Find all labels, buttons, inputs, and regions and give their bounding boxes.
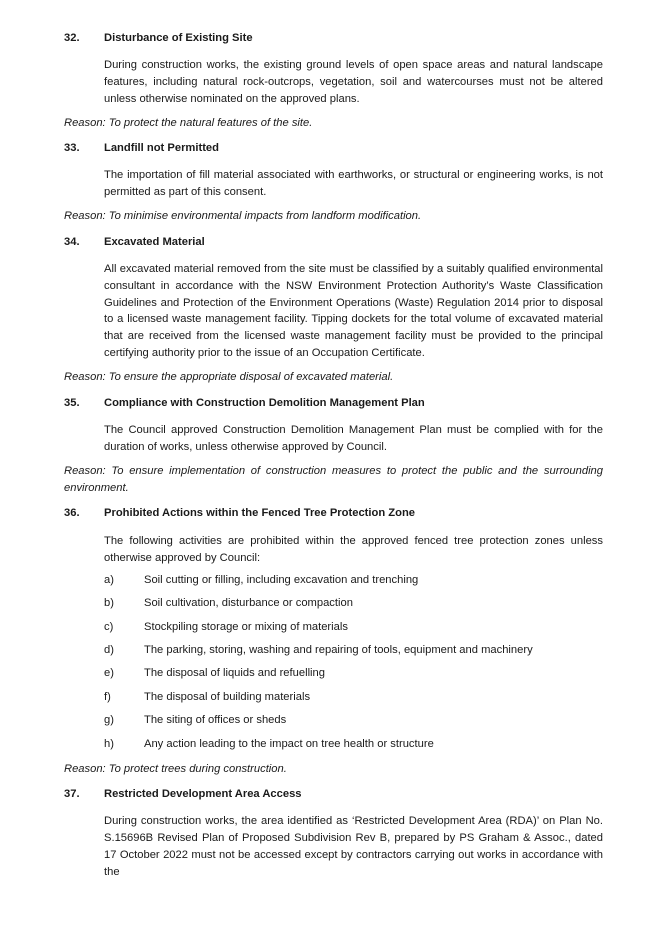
section-body-34: All excavated material removed from the site must be classified by a suitably qualified environmental consultant in accordance with the NSW Environment Protection Authority’s Waste Classification Guidelines and Protection of the Environment Operations (Waste) Regulation 2014 prior to disposal to a licensed waste management facility. Tipping dockets for the total volume of excavated material that are received from the licensed waste management facility must be provided to the principal certifying authority prior to the issue of an Occupation Certificate. — [104, 263, 603, 359]
list-item — [104, 714, 286, 726]
list-item — [104, 644, 533, 656]
section-reason-36: Reason: To protect trees during construction. — [64, 763, 287, 775]
list-text: Soil cultivation, disturbance or compaction — [144, 597, 353, 609]
list-item — [104, 597, 353, 609]
list-marker: c) — [104, 621, 114, 633]
section-title: Disturbance of Existing Site — [104, 32, 253, 44]
list-item — [104, 667, 325, 679]
list-item — [104, 621, 348, 633]
section-heading-33 — [64, 142, 219, 154]
list-text: The parking, storing, washing and repairing of tools, equipment and machinery — [144, 644, 533, 656]
section-title: Landfill not Permitted — [104, 142, 219, 154]
list-text: Soil cutting or filling, including excavation and trenching — [144, 574, 419, 586]
section-number: 32. — [64, 32, 80, 44]
list-text: The disposal of building materials — [144, 691, 311, 703]
list-marker: h) — [104, 738, 114, 750]
section-title: Restricted Development Area Access — [104, 788, 302, 800]
section-body-37: During construction works, the area identified as ‘Restricted Development Area (RDA)’ on Plan No. S.15696B Revised Plan of Proposed Subdivision Rev B, prepared by PS Graham & Assoc., dated 17 October 2022 must not be accessed except by contractors carrying out works in accordance with the — [104, 815, 603, 879]
section-number: 35. — [64, 397, 80, 409]
section-body-36: The following activities are prohibited within the approved fenced tree protection zones unless otherwise approved by Council: — [104, 535, 603, 565]
list-text: The disposal of liquids and refuelling — [144, 667, 325, 679]
section-heading-34 — [64, 236, 205, 248]
section-heading-36 — [64, 507, 415, 519]
section-title: Excavated Material — [104, 236, 205, 248]
list-text: Any action leading to the impact on tree health or structure — [144, 738, 434, 750]
section-body-32: During construction works, the existing ground levels of open space areas and natural landscape features, including natural rock-outcrops, vegetation, soil and watercourses must not be altered unless otherwise nominated on the approved plans. — [104, 59, 603, 106]
section-number: 36. — [64, 507, 80, 519]
list-text: Stockpiling storage or mixing of materials — [144, 621, 348, 633]
section-reason-35: Reason: To ensure implementation of construction measures to protect the public and the surrounding environment. — [64, 465, 603, 495]
section-heading-35 — [64, 397, 425, 409]
list-marker: f) — [104, 691, 111, 703]
list-text: The siting of offices or sheds — [144, 714, 287, 726]
list-item — [104, 574, 418, 586]
section-body-33: The importation of fill material associated with earthworks, or structural or engineering works, is not permitted as part of this consent. — [104, 169, 603, 199]
section-number: 33. — [64, 142, 80, 154]
section-number: 37. — [64, 788, 80, 800]
section-reason-32: Reason: To protect the natural features of the site. — [64, 117, 313, 129]
section-heading-37 — [64, 788, 302, 800]
section-reason-33: Reason: To minimise environmental impacts from landform modification. — [64, 210, 422, 222]
section-body-35: The Council approved Construction Demolition Management Plan must be complied with for the duration of works, unless otherwise approved by Council. — [104, 424, 603, 454]
list-marker: g) — [104, 714, 114, 726]
section-reason-34: Reason: To ensure the appropriate disposal of excavated material. — [64, 371, 394, 383]
section-heading-32 — [64, 32, 253, 44]
list-marker: a) — [104, 574, 114, 586]
list-marker: b) — [104, 597, 114, 609]
section-number: 34. — [64, 236, 80, 248]
list-item — [104, 691, 310, 703]
section-title: Compliance with Construction Demolition Management Plan — [104, 397, 425, 409]
list-item — [104, 738, 434, 750]
list-marker: d) — [104, 644, 114, 656]
section-title: Prohibited Actions within the Fenced Tree Protection Zone — [104, 507, 415, 519]
list-marker: e) — [104, 667, 114, 679]
